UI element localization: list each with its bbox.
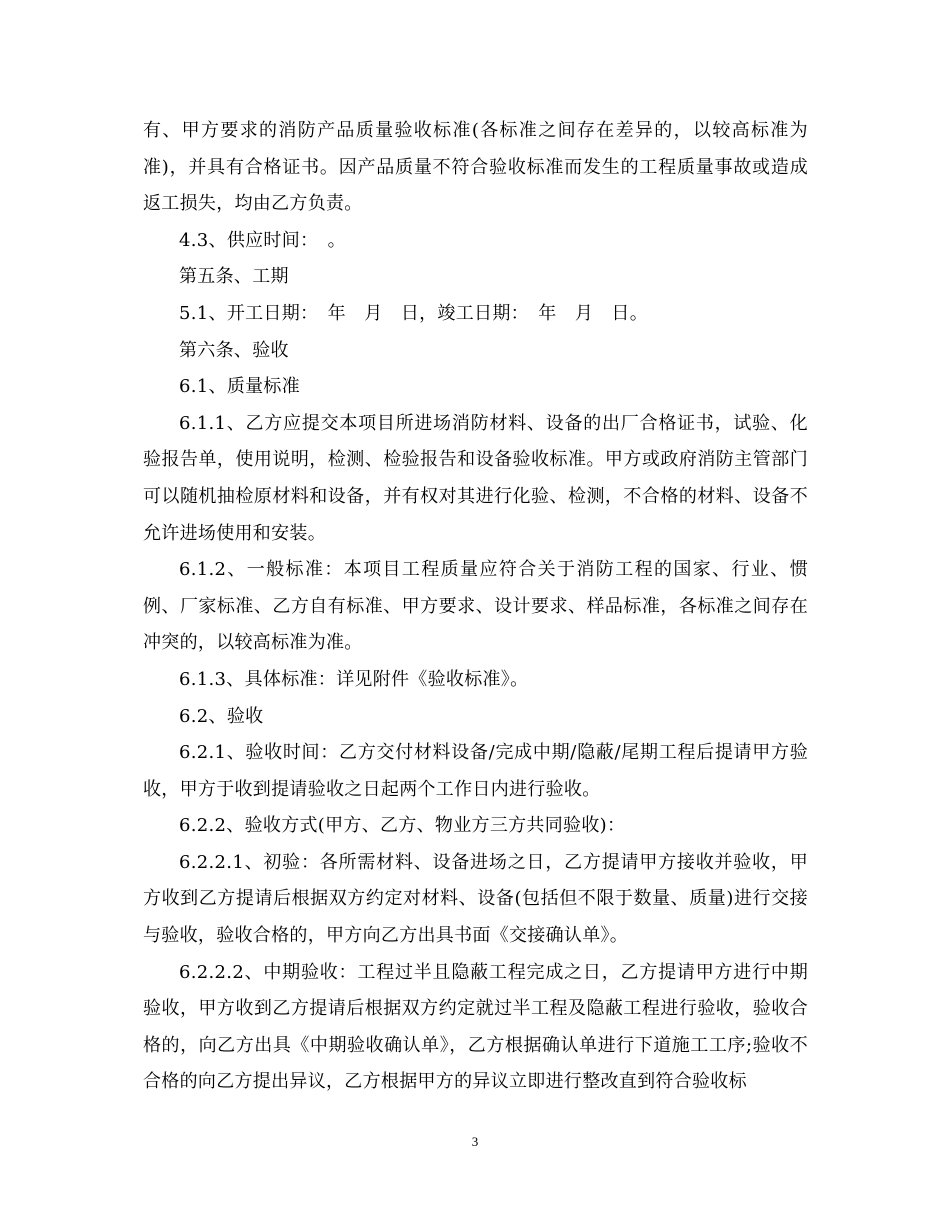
page-number: 3	[471, 1134, 479, 1149]
heading-article-5: 第五条、工期	[179, 266, 289, 288]
document-body	[143, 113, 808, 1101]
paragraph-supply-time: 4.3、供应时间： 。	[179, 229, 346, 251]
paragraph-schedule-dates: 5.1、开工日期： 年 月 日，竣工日期： 年 月 日。	[179, 302, 649, 324]
paragraph-continuation: 有、甲方要求的消防产品质量验收标准(各标准之间存在差异的，以较高标准为准)，并具有合格证书。因产品质量不符合验收标准而发生的工程质量事故或造成返工损失，均由乙方负责。	[143, 120, 808, 215]
paragraph-6-2-1: 6.2.1、验收时间：乙方交付材料设备/完成中期/隐蔽/尾期工程后提请甲方验收，甲方于收到提请验收之日起两个工作日内进行验收。	[143, 742, 808, 800]
paragraph-6-2-2-2: 6.2.2.2、中期验收：工程过半且隐蔽工程完成之日，乙方提请甲方进行中期验收，甲方收到乙方提请后根据双方约定就过半工程及隐蔽工程进行验收，验收合格的，向乙方出具《中期验收确认单》，乙方根据确认单进行下道施工工序;验收不合格的向乙方提出异议，乙方根据甲方的异议立即进行整改直到符合验收标	[143, 961, 808, 1093]
paragraph-6-1-3: 6.1.3、具体标准：详见附件《验收标准》。	[179, 668, 529, 690]
paragraph-6-1-2: 6.1.2、一般标准：本项目工程质量应符合关于消防工程的国家、行业、惯例、厂家标准、乙方自有标准、甲方要求、设计要求、样品标准，各标准之间存在冲突的，以较高标准为准。	[143, 559, 808, 654]
paragraph-6-2-2: 6.2.2、验收方式(甲方、乙方、物业方三方共同验收)：	[179, 815, 626, 837]
paragraph-6-2-2-1: 6.2.2.1、初验：各所需材料、设备进场之日，乙方提请甲方接收并验收，甲方收到乙方提请后根据双方约定对材料、设备(包括但不限于数量、质量)进行交接与验收，验收合格的，甲方向乙方出具书面《交接确认单》。	[143, 851, 808, 947]
heading-quality-standard: 6.1、质量标准	[179, 376, 301, 398]
paragraph-6-1-1: 6.1.1、乙方应提交本项目所进场消防材料、设备的出厂合格证书，试验、化验报告单，使用说明，检测、检验报告和设备验收标准。甲方或政府消防主管部门可以随机抽检原材料和设备，并有权对其进行化验、检测，不合格的材料、设备不允许进场使用和安装。	[143, 412, 808, 544]
heading-article-6: 第六条、验收	[179, 339, 289, 361]
heading-acceptance: 6.2、验收	[179, 705, 264, 727]
